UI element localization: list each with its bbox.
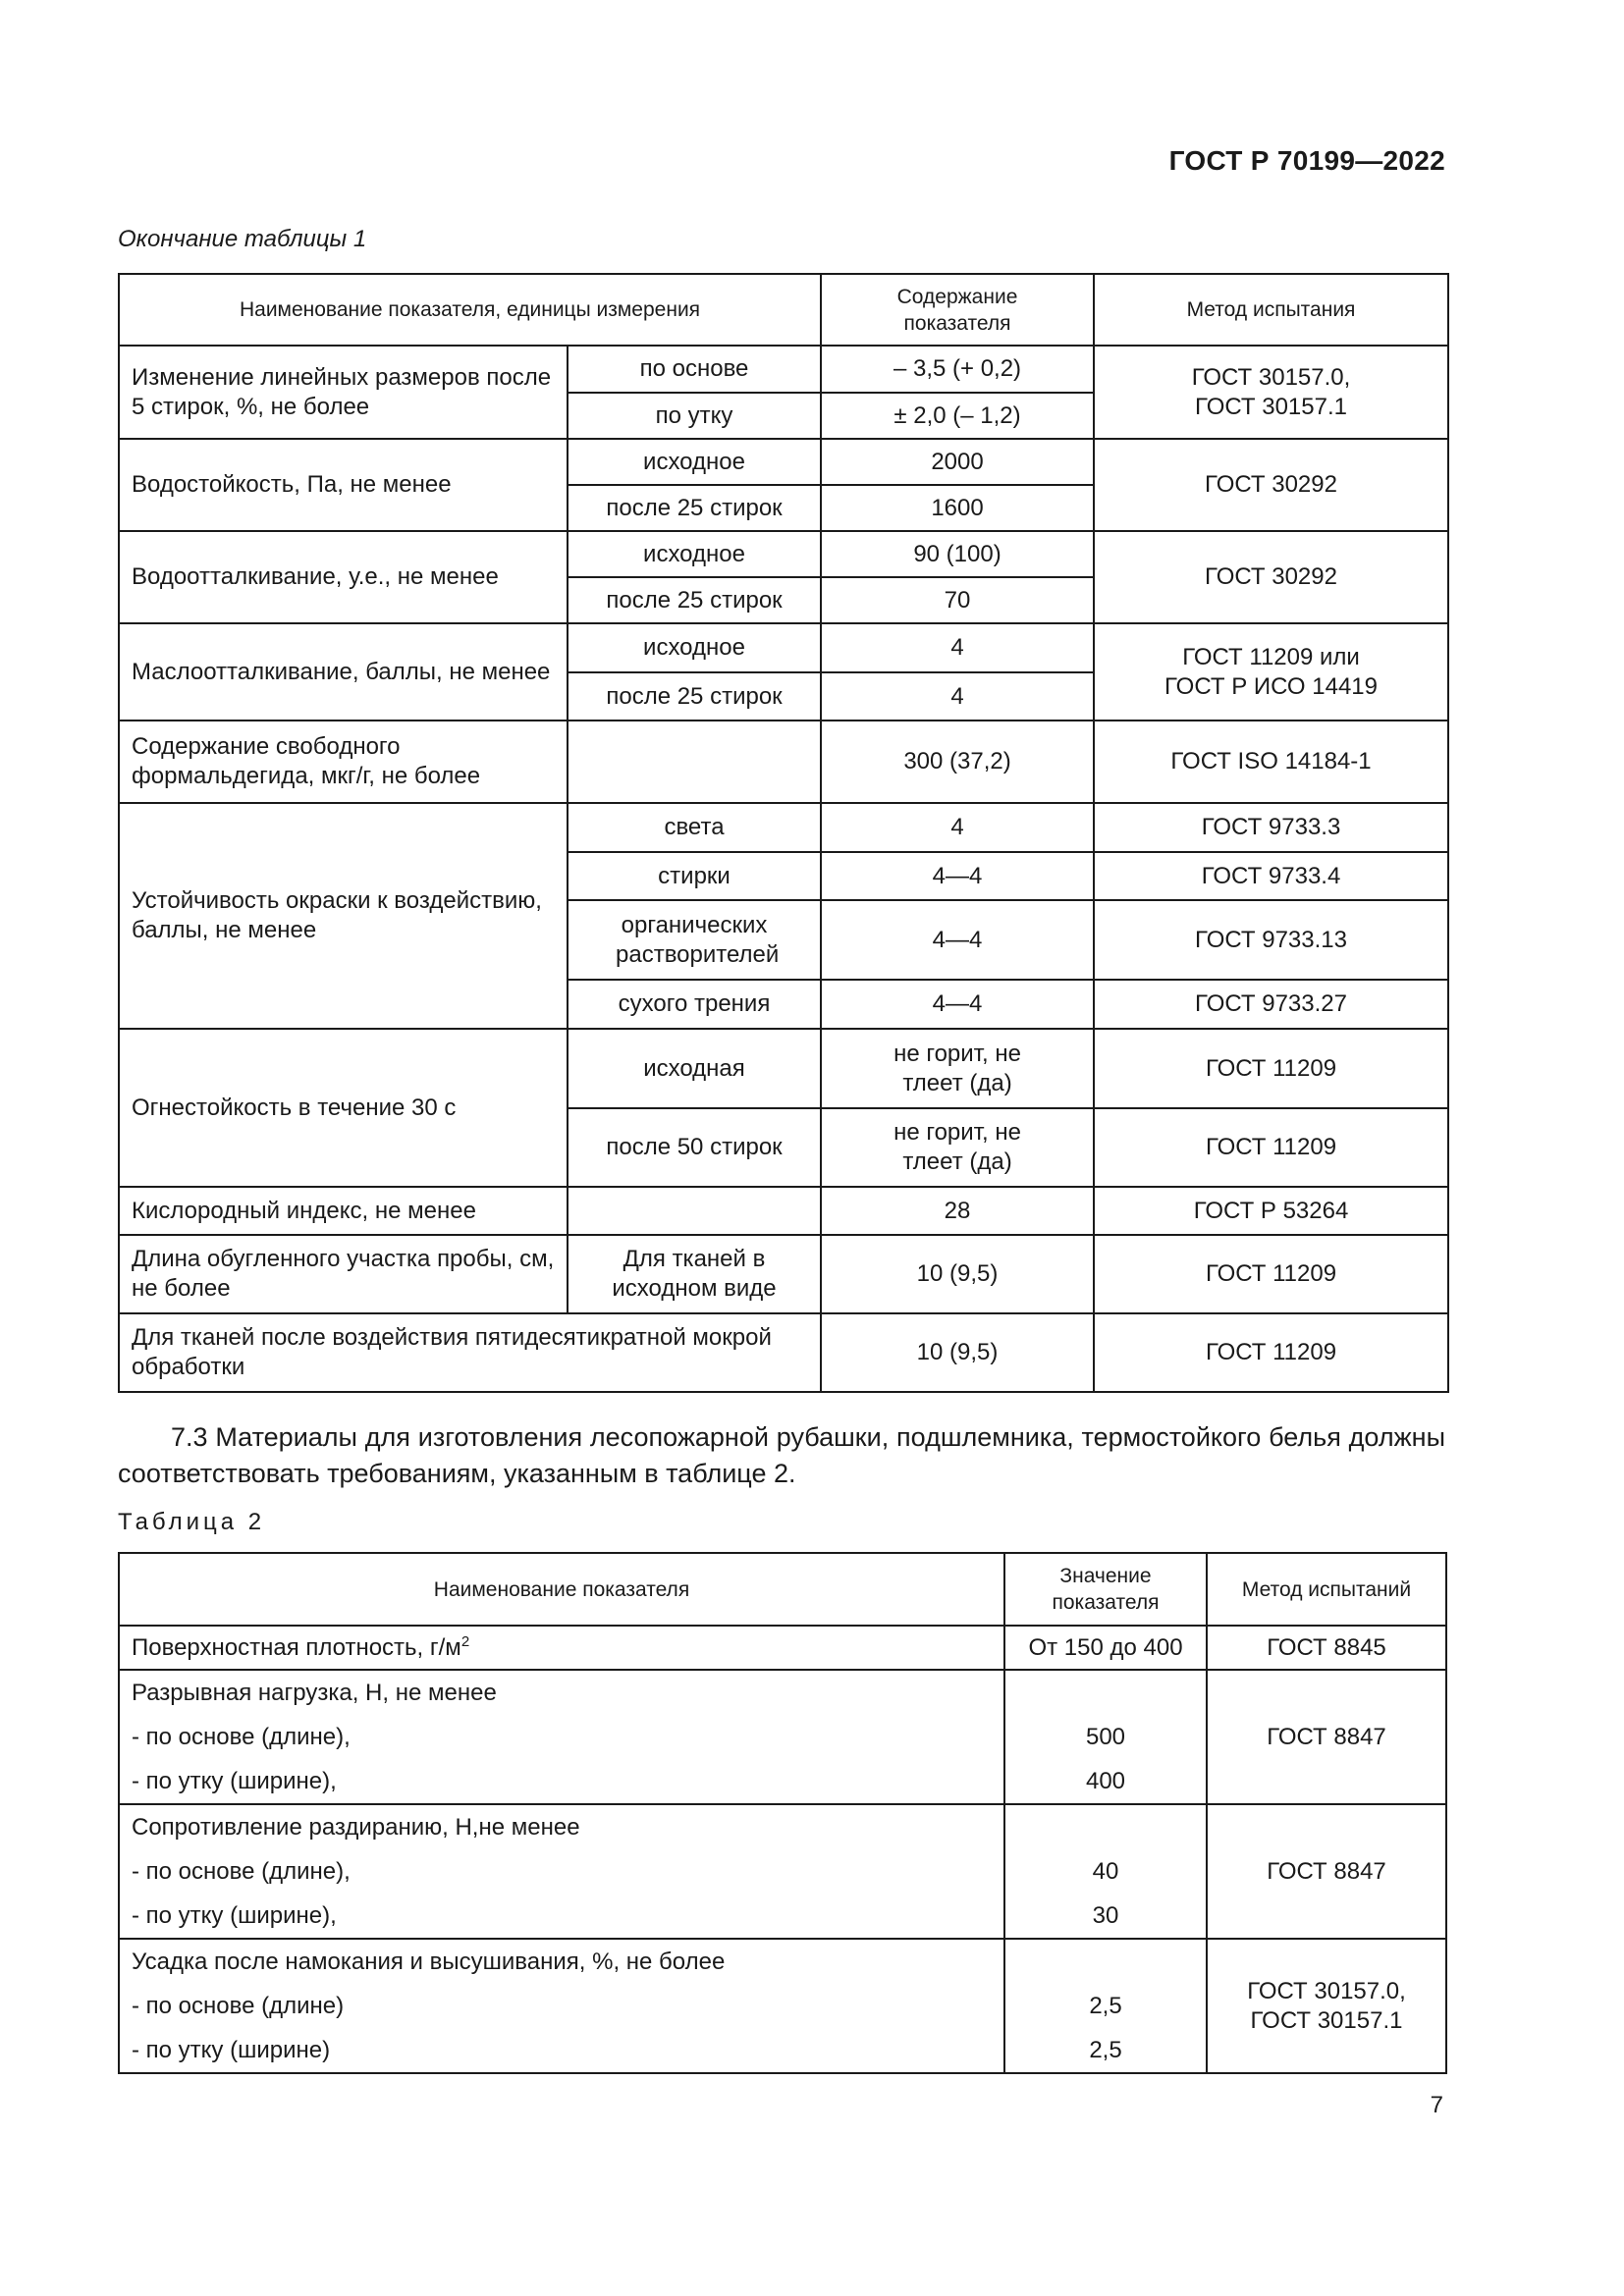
row-sub: по утку: [568, 393, 821, 439]
row-sub: исходная: [568, 1029, 821, 1108]
row-sub: по основе: [568, 346, 821, 393]
row-sub: после 25 стирок: [568, 672, 821, 721]
paragraph-number: 7.3: [171, 1422, 208, 1452]
table-1: [118, 273, 1449, 1393]
table-row: [119, 1626, 1446, 1670]
row-value: От 150 до 400: [1004, 1626, 1207, 1670]
row-value: 70: [821, 577, 1094, 623]
row-sub-empty: [568, 1187, 821, 1235]
table-row: [119, 1939, 1446, 2073]
row-method: ГОСТ 30292: [1094, 531, 1448, 623]
table-2: [118, 1552, 1447, 2074]
row-sub: стирки: [568, 852, 821, 900]
row-method: ГОСТ 9733.3: [1094, 803, 1448, 852]
row-method: ГОСТ 11209: [1094, 1235, 1448, 1313]
table-row: [119, 1313, 1448, 1392]
row-value: 10 (9,5): [821, 1235, 1094, 1313]
row-value: 4: [821, 803, 1094, 852]
row-value: 10 (9,5): [821, 1313, 1094, 1392]
header-name: Наименование показателя, единицы измерения: [119, 274, 821, 346]
table-row: [119, 803, 1448, 852]
table-header-row: [119, 274, 1448, 346]
row-value: 4—4: [821, 852, 1094, 900]
row-method: ГОСТ 11209: [1094, 1313, 1448, 1392]
table-row: [119, 1187, 1448, 1235]
row-method: ГОСТ 8847: [1207, 1804, 1446, 1939]
row-method: ГОСТ 8845: [1207, 1626, 1446, 1670]
row-sub: исходное: [568, 439, 821, 485]
table-row: [119, 1235, 1448, 1313]
row-method: ГОСТ Р 53264: [1094, 1187, 1448, 1235]
paragraph-text: Материалы для изготовления лесопожарной рубашки, подшлемника, термостойкого белья должны соответствовать требованиям, указанным в таблице 2.: [118, 1422, 1445, 1488]
row-method: ГОСТ 30157.0, ГОСТ 30157.1: [1207, 1939, 1446, 2073]
row-name: Устойчивость окраски к воздействию, баллы, не менее: [119, 803, 568, 1029]
header-value: Значение показателя: [1004, 1553, 1207, 1626]
row-name: Усадка после намокания и высушивания, %, не более - по основе (длине) - по утку (ширине): [119, 1939, 1004, 2073]
row-value: 4—4: [821, 980, 1094, 1029]
row-value: 40 30: [1004, 1804, 1207, 1939]
row-name: Маслоотталкивание, баллы, не менее: [119, 623, 568, 721]
row-sub: после 25 стирок: [568, 577, 821, 623]
row-method: ГОСТ 11209: [1094, 1029, 1448, 1108]
table-row: [119, 1804, 1446, 1939]
row-name: Водоотталкивание, у.е., не менее: [119, 531, 568, 623]
table1-caption: Окончание таблицы 1: [118, 226, 367, 252]
row-name: Разрывная нагрузка, Н, не менее - по основе (длине), - по утку (ширине),: [119, 1670, 1004, 1804]
paragraph-7-3: [118, 1419, 1445, 1492]
row-sub: Для тканей в исходном виде: [568, 1235, 821, 1313]
row-value: 500 400: [1004, 1670, 1207, 1804]
row-method: ГОСТ 30292: [1094, 439, 1448, 531]
row-value: ± 2,0 (– 1,2): [821, 393, 1094, 439]
row-value: 4: [821, 623, 1094, 672]
row-name: Изменение линейных размеров после 5 стирок, %, не более: [119, 346, 568, 439]
row-name: Сопротивление раздиранию, Н,не менее - по основе (длине), - по утку (ширине),: [119, 1804, 1004, 1939]
table-row: [119, 1670, 1446, 1804]
row-method: ГОСТ 11209: [1094, 1108, 1448, 1187]
row-method: ГОСТ ISO 14184-1: [1094, 721, 1448, 803]
row-name: Кислородный индекс, не менее: [119, 1187, 568, 1235]
row-sub: исходное: [568, 531, 821, 577]
row-method: ГОСТ 9733.13: [1094, 900, 1448, 980]
table-header-row: [119, 1553, 1446, 1626]
header-value: Содержание показателя: [821, 274, 1094, 346]
table-row: [119, 531, 1448, 577]
table-row: [119, 1029, 1448, 1108]
row-sub: света: [568, 803, 821, 852]
row-value: 2,5 2,5: [1004, 1939, 1207, 2073]
header-method: Метод испытания: [1094, 274, 1448, 346]
table-row: [119, 346, 1448, 393]
row-value: – 3,5 (+ 0,2): [821, 346, 1094, 393]
header-method: Метод испытаний: [1207, 1553, 1446, 1626]
row-method: ГОСТ 11209 или ГОСТ Р ИСО 14419: [1094, 623, 1448, 721]
row-method: ГОСТ 9733.4: [1094, 852, 1448, 900]
row-value: 28: [821, 1187, 1094, 1235]
row-sub: сухого трения: [568, 980, 821, 1029]
row-method: ГОСТ 30157.0, ГОСТ 30157.1: [1094, 346, 1448, 439]
row-value: 4: [821, 672, 1094, 721]
row-sub-empty: [568, 721, 821, 803]
row-name: Длина обугленного участка пробы, см, не более: [119, 1235, 568, 1313]
row-value: 4—4: [821, 900, 1094, 980]
table-row: [119, 439, 1448, 485]
row-value: 2000: [821, 439, 1094, 485]
table-row: [119, 623, 1448, 672]
page-number: 7: [1430, 2092, 1443, 2118]
row-value: не горит, не тлеет (да): [821, 1029, 1094, 1108]
row-sub: органических растворителей: [568, 900, 821, 980]
row-method: ГОСТ 9733.27: [1094, 980, 1448, 1029]
row-value: не горит, не тлеет (да): [821, 1108, 1094, 1187]
document-code: ГОСТ Р 70199—2022: [1168, 145, 1445, 176]
table-row: [119, 721, 1448, 803]
row-sub: после 50 стирок: [568, 1108, 821, 1187]
table2-caption: Таблица 2: [118, 1509, 266, 1535]
header-name: Наименование показателя: [119, 1553, 1004, 1626]
row-name: Поверхностная плотность, $г/м^2$: [119, 1626, 1004, 1670]
row-name: Огнестойкость в течение 30 с: [119, 1029, 568, 1187]
row-name: Содержание свободного формальдегида, мкг/г, не более: [119, 721, 568, 803]
row-method: ГОСТ 8847: [1207, 1670, 1446, 1804]
row-name: Водостойкость, Па, не менее: [119, 439, 568, 531]
row-sub: исходное: [568, 623, 821, 672]
row-sub: после 25 стирок: [568, 485, 821, 531]
row-value: 1600: [821, 485, 1094, 531]
row-value: 300 (37,2): [821, 721, 1094, 803]
row-value: 90 (100): [821, 531, 1094, 577]
row-name: Для тканей после воздействия пятидесятикратной мокрой обработки: [119, 1313, 821, 1392]
